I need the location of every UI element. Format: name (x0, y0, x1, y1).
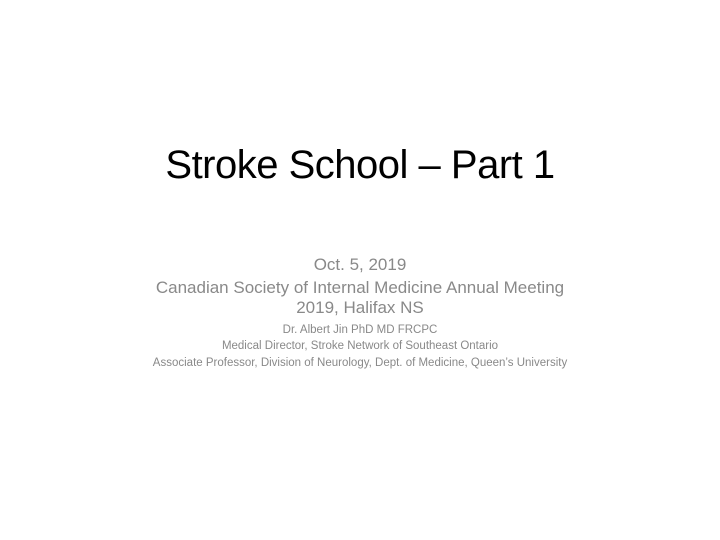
slide-subtitle (0, 254, 720, 372)
date-line: Oct. 5, 2019 (313, 255, 407, 274)
role-line-1: Medical Director, Stroke Network of Southeast Ontario (221, 340, 499, 352)
slide-title: Stroke School – Part 1 (165, 143, 555, 187)
author-line: Dr. Albert Jin PhD MD FRCPC (282, 324, 438, 336)
meeting-line-2: 2019, Halifax NS (296, 298, 424, 317)
meeting-line-1: Canadian Society of Internal Medicine Annual Meeting (155, 278, 565, 297)
role-line-2: Associate Professor, Division of Neurology, Dept. of Medicine, Queen’s University (152, 357, 568, 369)
